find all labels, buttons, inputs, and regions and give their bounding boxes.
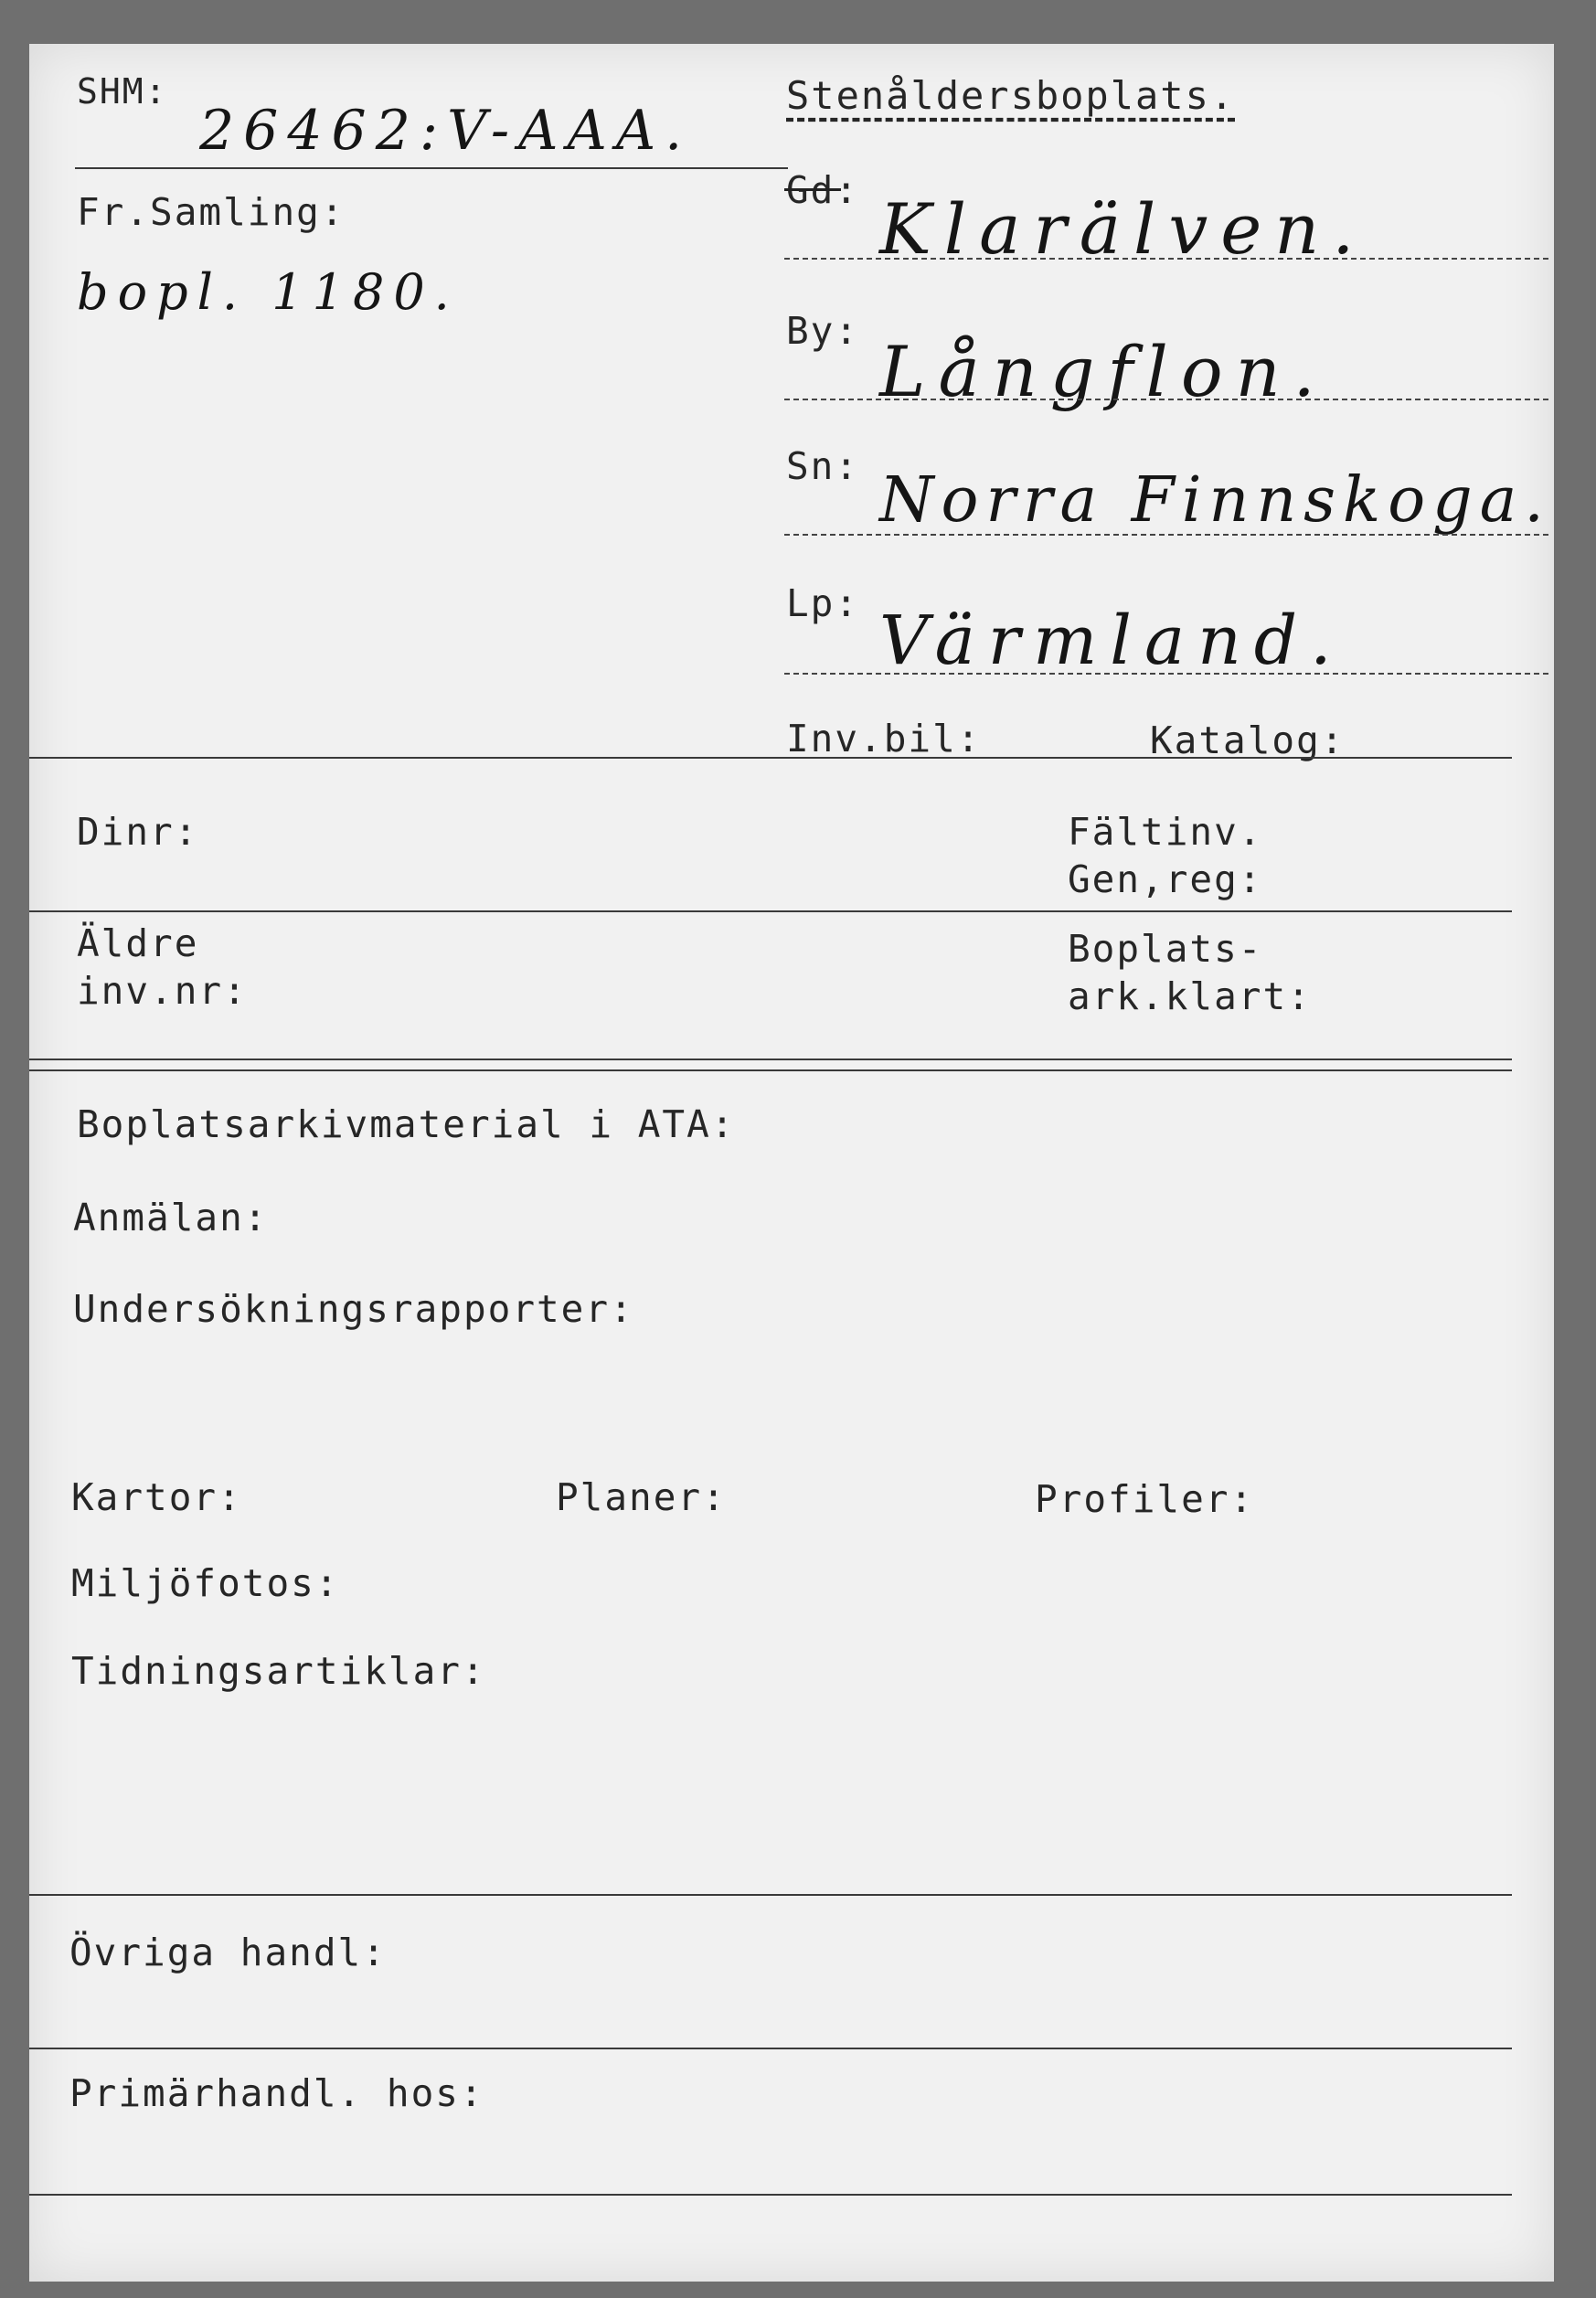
divider-2 bbox=[29, 910, 1512, 912]
divider-5 bbox=[29, 2048, 1512, 2049]
shm-underline bbox=[75, 167, 788, 169]
by-value: Långflon. bbox=[879, 331, 1328, 412]
kartor-label: Kartor: bbox=[71, 1475, 242, 1519]
profiler-label: Profiler: bbox=[1035, 1477, 1255, 1521]
divider-1 bbox=[29, 757, 1512, 759]
divider-4 bbox=[29, 1894, 1512, 1896]
primar-label: Primärhandl. hos: bbox=[69, 2071, 484, 2115]
aldre-label: Äldre bbox=[77, 921, 199, 965]
sn-underline bbox=[784, 534, 1548, 536]
inv-bil-label: Inv.bil: bbox=[786, 717, 982, 761]
by-label: By: bbox=[786, 309, 860, 353]
planer-label: Planer: bbox=[556, 1475, 727, 1519]
gd-value: Klarälven. bbox=[879, 188, 1367, 270]
genreg-label: Gen,reg: bbox=[1068, 857, 1263, 901]
miljofotos-label: Miljöfotos: bbox=[71, 1561, 340, 1605]
arkklart-label: ark.klart: bbox=[1068, 974, 1312, 1018]
lp-underline bbox=[784, 673, 1548, 675]
by-underline bbox=[784, 399, 1548, 400]
invnr-label: inv.nr: bbox=[77, 969, 248, 1013]
archive-heading: Boplatsarkivmaterial i ATA: bbox=[77, 1102, 736, 1146]
boplats-label: Boplats- bbox=[1068, 927, 1263, 971]
divider-6 bbox=[29, 2194, 1512, 2196]
index-card bbox=[29, 44, 1554, 2282]
divider-3a bbox=[29, 1059, 1512, 1060]
tidning-label: Tidningsartiklar: bbox=[71, 1649, 486, 1693]
divider-3b bbox=[29, 1069, 1512, 1071]
sn-label: Sn: bbox=[786, 444, 860, 488]
lp-label: Lp: bbox=[786, 581, 860, 625]
gd-label: Gd: bbox=[786, 168, 860, 212]
sn-value: Norra Finnskoga. bbox=[879, 464, 1551, 537]
shm-number: 26462:V-AAA. bbox=[199, 99, 692, 163]
shm-label: SHM: bbox=[77, 71, 168, 112]
faltinv-label: Fältinv. bbox=[1068, 810, 1263, 854]
ovriga-label: Övriga handl: bbox=[69, 1931, 387, 1974]
fr-samling-label: Fr.Samling: bbox=[77, 190, 346, 234]
katalog-label: Katalog: bbox=[1150, 718, 1346, 762]
fr-samling-value: bopl. 1180. bbox=[77, 263, 459, 321]
card-title: Stenåldersboplats. bbox=[786, 73, 1236, 118]
gd-strikethrough bbox=[784, 188, 841, 191]
gd-underline bbox=[784, 258, 1548, 260]
anmalan-label: Anmälan: bbox=[73, 1196, 269, 1239]
dinr-label: Dinr: bbox=[77, 810, 199, 854]
undersokning-label: Undersökningsrapporter: bbox=[73, 1287, 634, 1331]
lp-value: Värmland. bbox=[879, 601, 1345, 680]
